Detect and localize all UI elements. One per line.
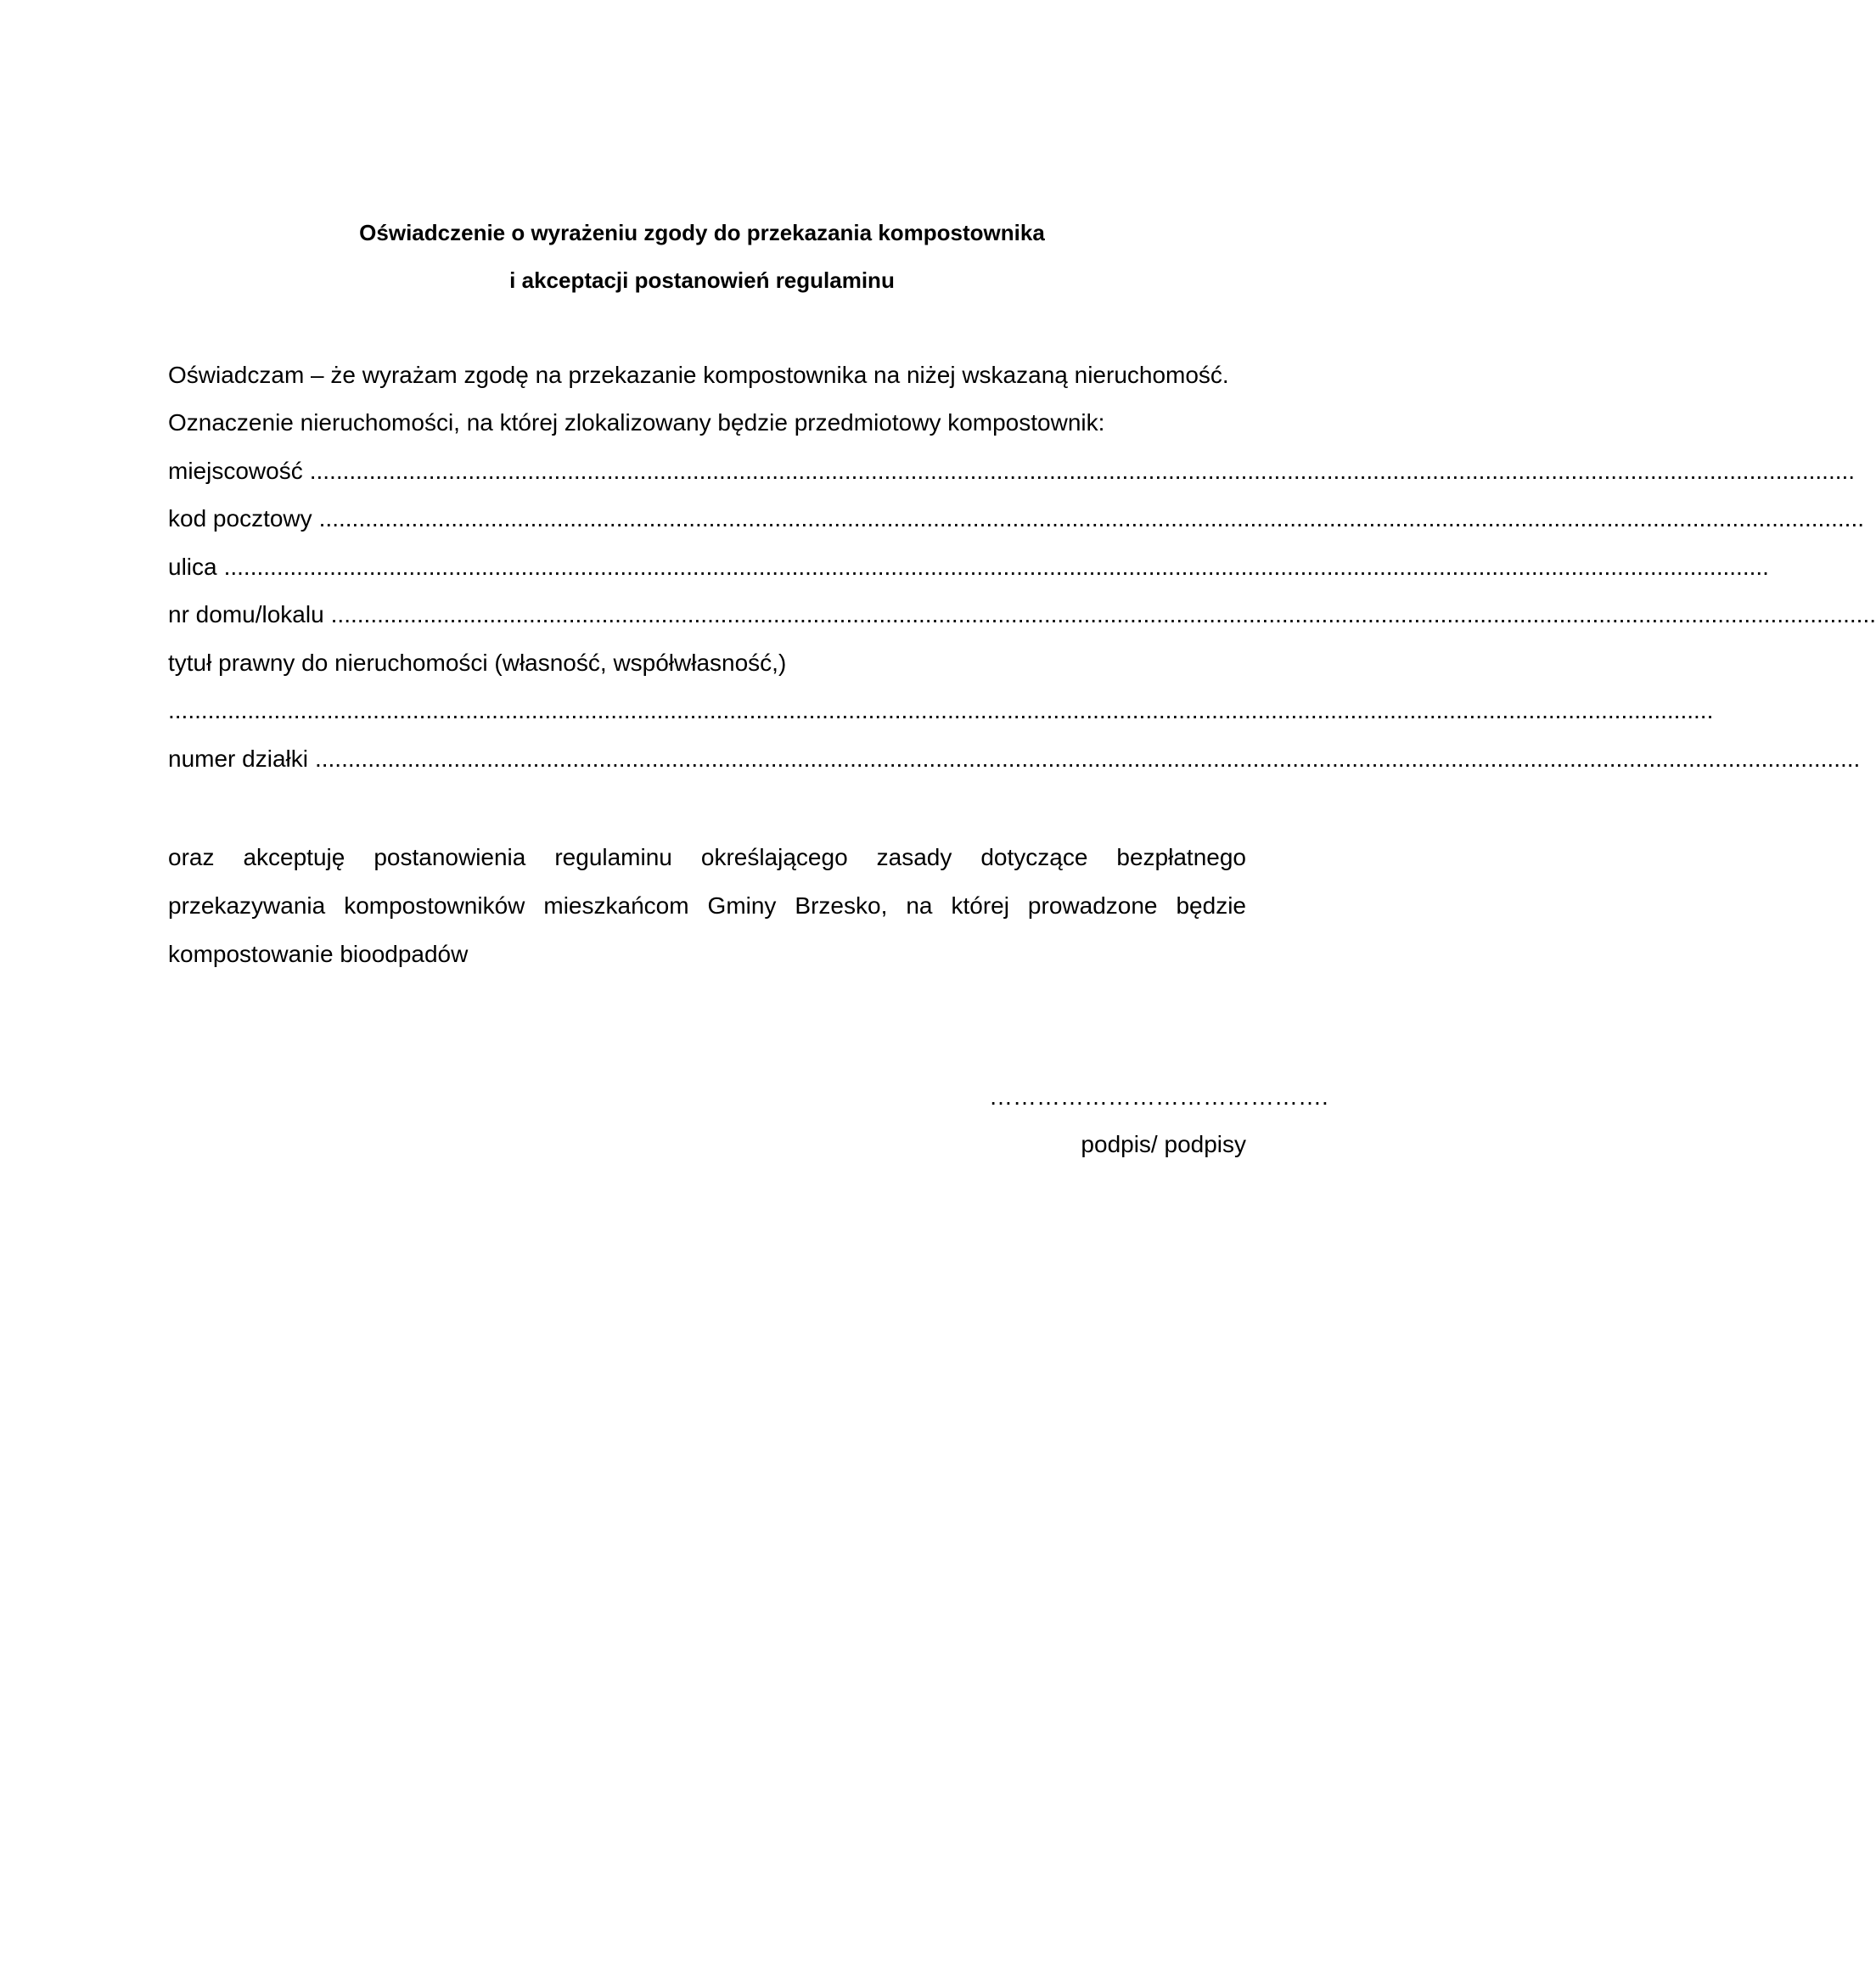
plot-number-fill-line[interactable]: .......................................................................................................................................................................................................................................... [314,745,1861,772]
document-title-line-1: Oświadczenie o wyrażeniu zgody do przekazania kompostownika [359,220,1045,245]
street-fill-line[interactable]: .......................................................................................................................................................................................................................................... [223,554,1769,580]
regulation-acceptance-paragraph: oraz akceptuję postanowienia regulaminu określającego zasady dotyczące bezpłatnego przekazywania kompostowników mieszkańcom Gminy Brzesko, na której prowadzone będzie kompostowanie bioodpadów [168,844,1246,967]
document-title-line-2: i akceptacji postanowień regulaminu [509,267,895,293]
house-number-label: nr domu/lokalu [168,601,324,627]
town-label: miejscowość [168,458,303,484]
legal-title-fill-line[interactable]: .......................................................................................................................................................................................................................................... [168,697,1714,723]
signature-fill-line[interactable]: ……………………………………. [989,1083,1328,1110]
consent-statement: Oświadczam – że wyrażam zgodę na przekazanie kompostownika na niżej wskazaną nieruchomość. [168,362,1229,388]
postal-code-fill-line[interactable]: .......................................................................................................................................................................................................................................... [318,505,1864,532]
signature-label: podpis/ podpisy [1081,1131,1246,1157]
plot-number-field[interactable] [168,745,1861,774]
town-field[interactable] [168,457,1856,486]
property-designation-text: Oznaczenie nieruchomości, na której zlokalizowany będzie przedmiotowy kompostownik: [168,409,1105,436]
street-field[interactable] [168,553,1769,582]
legal-title-label: tytuł prawny do nieruchomości (własność, współwłasność,) [168,650,787,676]
street-label: ulica [168,554,217,580]
postal-code-label: kod pocztowy [168,505,312,532]
legal-title-field[interactable] [168,696,1714,725]
postal-code-field[interactable] [168,504,1864,533]
house-number-field[interactable] [168,600,1876,629]
town-fill-line[interactable]: .......................................................................................................................................................................................................................................... [309,458,1856,484]
plot-number-label: numer działki [168,745,308,772]
house-number-fill-line[interactable]: .......................................................................................................................................................................................................................................... [330,601,1876,627]
